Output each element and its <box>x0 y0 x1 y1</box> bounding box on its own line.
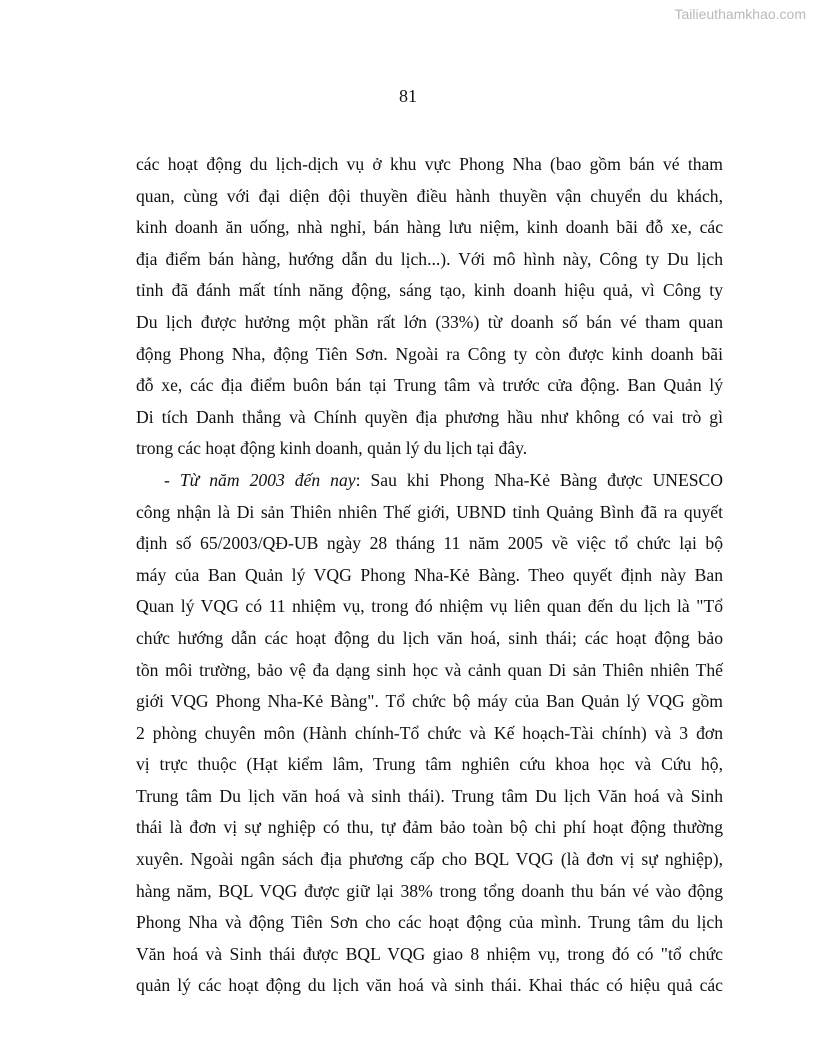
text-line: Trung tâm Du lịch văn hoá và sinh thái). Trung tâm Du lịch Văn hoá và Sinh <box>136 785 723 806</box>
text-line: các hoạt động du lịch-dịch vụ ở khu vực Phong Nha (bao gồm bán vé tham <box>136 154 723 174</box>
lead-text: : Sau khi Phong Nha-Kẻ Bàng được UNESCO <box>355 469 723 490</box>
text-line: thái là đơn vị sự nghiệp có thu, tự đảm bảo toàn bộ chi phí hoạt động thường <box>136 817 723 838</box>
text-line: Du lịch được hưởng một phần rất lớn (33%) từ doanh số bán vé tham quan <box>136 311 723 332</box>
text-line: đỗ xe, các địa điểm buôn bán tại Trung tâm và trước cửa động. Ban Quản lý <box>136 375 723 396</box>
paragraph-2 <box>136 465 723 1002</box>
text-line: Phong Nha và động Tiên Sơn cho các hoạt động của mình. Trung tâm du lịch <box>136 912 723 933</box>
text-line: vị trực thuộc (Hạt kiểm lâm, Trung tâm nghiên cứu khoa học và Cứu hộ, <box>136 754 723 775</box>
text-line: quan, cùng với đại diện đội thuyền điều hành thuyền vận chuyển du khách, <box>136 185 723 206</box>
text-line: tỉnh đã đánh mất tính năng động, sáng tạo, kinh doanh hiệu quả, vì Công ty <box>136 280 723 301</box>
text-line: địa điểm bán hàng, hướng dẫn du lịch...). Với mô hình này, Công ty Du lịch <box>136 248 723 269</box>
paragraph-2-lead-line <box>136 465 723 497</box>
text-line: Di tích Danh thắng và Chính quyền địa phương hầu như không có vai trò gì <box>136 406 723 427</box>
text-line: công nhận là Di sản Thiên nhiên Thế giới, UBND tỉnh Quảng Bình đã ra quyết <box>136 501 723 522</box>
text-line: định số 65/2003/QĐ-UB ngày 28 tháng 11 năm 2005 về việc tổ chức lại bộ <box>136 533 723 554</box>
watermark: Tailieuthamkhao.com <box>674 6 806 22</box>
text-line: kinh doanh ăn uống, nhà nghỉ, bán hàng lưu niệm, kinh doanh bãi đỗ xe, các <box>136 217 723 238</box>
period-heading: Từ năm 2003 đến nay <box>179 469 356 490</box>
text-line: chức hướng dẫn các hoạt động du lịch văn hoá, sinh thái; các hoạt động bảo <box>136 627 723 648</box>
text-line: trong các hoạt động kinh doanh, quản lý du lịch tại đây. <box>136 438 528 459</box>
text-line: 2 phòng chuyên môn (Hành chính-Tổ chức và Kế hoạch-Tài chính) và 3 đơn <box>136 722 723 743</box>
text-line: giới VQG Phong Nha-Kẻ Bàng". Tổ chức bộ máy của Ban Quản lý VQG gồm <box>136 691 723 712</box>
text-line: Quan lý VQG có 11 nhiệm vụ, trong đó nhiệm vụ liên quan đến du lịch là "Tổ <box>136 596 723 617</box>
text-line: hàng năm, BQL VQG được giữ lại 38% trong tổng doanh thu bán vé vào động <box>136 880 723 901</box>
text-line: quản lý các hoạt động du lịch văn hoá và sinh thái. Khai thác có hiệu quả các <box>136 975 723 996</box>
text-line: xuyên. Ngoài ngân sách địa phương cấp cho BQL VQG (là đơn vị sự nghiệp), <box>136 849 723 870</box>
text-line: Văn hoá và Sinh thái được BQL VQG giao 8 nhiệm vụ, trong đó có "tổ chức <box>136 943 723 964</box>
document-body <box>136 149 723 1002</box>
text-line: máy của Ban Quản lý VQG Phong Nha-Kẻ Bàng. Theo quyết định này Ban <box>136 564 723 585</box>
text-line: tồn môi trường, bảo vệ đa dạng sinh học và cảnh quan Di sản Thiên nhiên Thế <box>136 659 723 680</box>
page-number: 81 <box>399 86 417 106</box>
text-line: động Phong Nha, động Tiên Sơn. Ngoài ra Công ty còn được kinh doanh bãi <box>136 343 723 364</box>
lead-dash: - <box>164 469 180 490</box>
paragraph-1 <box>136 149 723 465</box>
